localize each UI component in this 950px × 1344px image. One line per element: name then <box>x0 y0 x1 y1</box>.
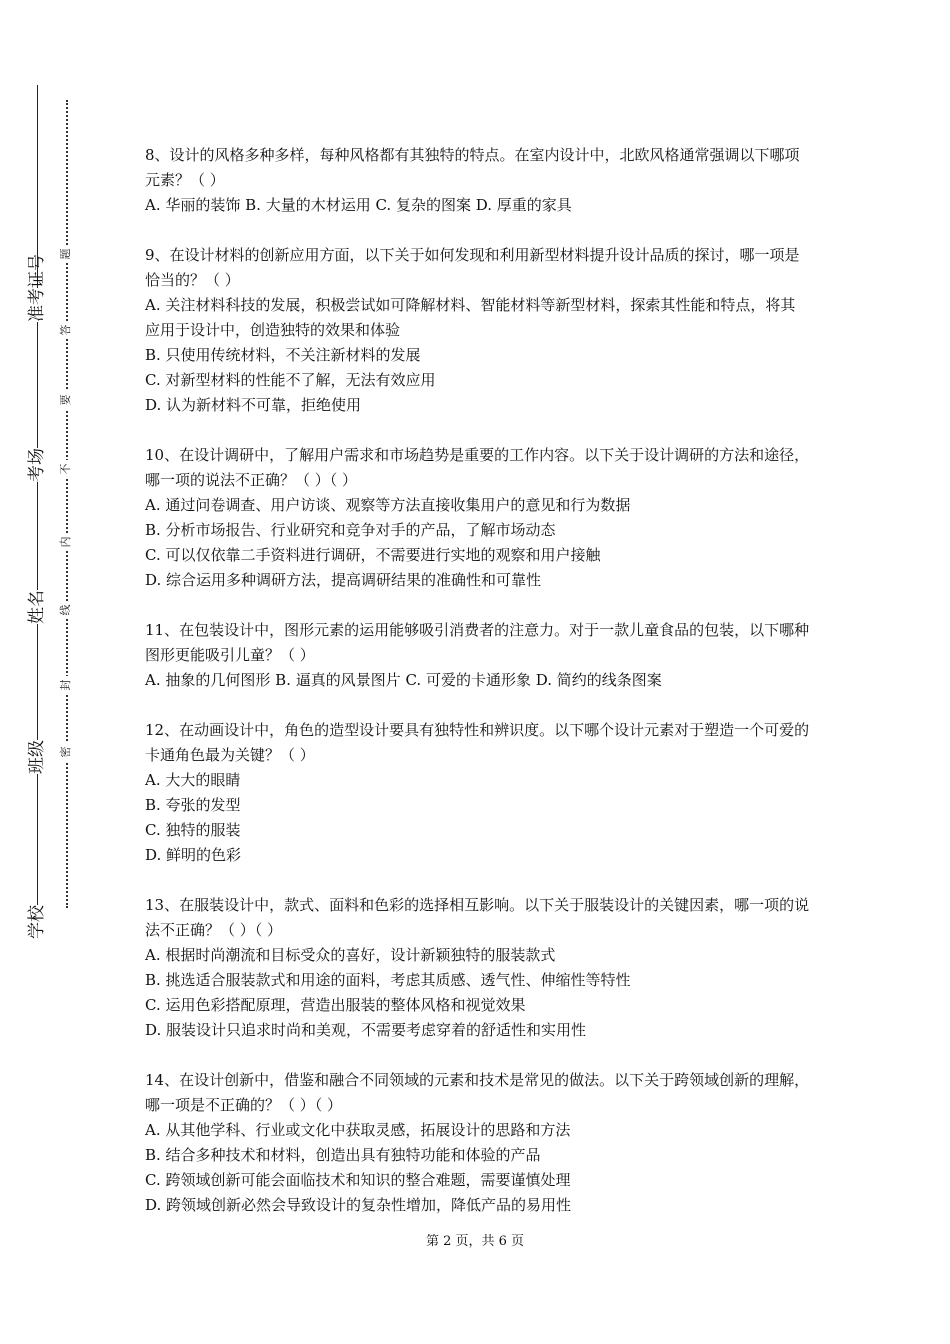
question-option: D. 跨领域创新必然会导致设计的复杂性增加，降低产品的易用性 <box>145 1196 572 1214</box>
binding-dotted-line <box>66 100 68 908</box>
question-stem: 9、在设计材料的创新应用方面，以下关于如何发现和利用新型材料提升设计品质的探讨，哪一项是恰当的？（ ） <box>145 246 800 289</box>
question-option: B. 只使用传统材料，不关注新材料的发展 <box>145 346 421 364</box>
question-option: C. 运用色彩搭配原理，营造出服装的整体风格和视觉效果 <box>145 996 526 1014</box>
question-option: C. 独特的服装 <box>145 821 241 839</box>
question-stem: 8、设计的风格多种多样，每种风格都有其独特的特点。在室内设计中，北欧风格通常强调以下哪项元素？（ ） <box>145 146 800 189</box>
question-block <box>145 443 810 593</box>
question-option: B. 挑选适合服装款式和用途的面料，考虑其质感、透气性、伸缩性等特性 <box>145 971 631 989</box>
binding-margin <box>0 0 110 1344</box>
question-option: C. 可以仅依靠二手资料进行调研，不需要进行实地的观察和用户接触 <box>145 546 601 564</box>
seal-line-char: 线 <box>59 601 73 619</box>
class-label: 班级 <box>20 740 54 774</box>
seal-line-char: 密 <box>59 743 73 761</box>
seal-line-char: 不 <box>59 460 73 478</box>
question-block <box>145 618 810 693</box>
school-label: 学校 <box>20 905 54 939</box>
question-option: D. 综合运用多种调研方法，提高调研结果的准确性和可靠性 <box>145 571 542 589</box>
binding-solid-line <box>37 85 38 915</box>
exam-number-label: 准考证号 <box>20 288 54 322</box>
seal-line-char: 题 <box>59 245 73 263</box>
exam-room-label: 考场 <box>20 448 54 482</box>
question-option: A. 从其他学科、行业或文化中获取灵感，拓展设计的思路和方法 <box>145 1121 571 1139</box>
question-option: A. 关注材料科技的发展，积极尝试如可降解材料、智能材料等新型材料，探索其性能和特点，将其应用于设计中，创造独特的效果和体验 <box>145 296 796 339</box>
question-block <box>145 718 810 868</box>
question-option: A. 根据时尚潮流和目标受众的喜好，设计新颖独特的服装款式 <box>145 946 556 964</box>
question-stem: 12、在动画设计中，角色的造型设计要具有独特性和辨识度。以下哪个设计元素对于塑造一个可爱的卡通角色最为关键？（ ） <box>145 721 810 764</box>
question-option: D. 认为新材料不可靠，拒绝使用 <box>145 396 362 414</box>
seal-line-char: 内 <box>59 533 73 551</box>
question-option: A. 通过问卷调查、用户访谈、观察等方法直接收集用户的意见和行为数据 <box>145 496 631 514</box>
question-stem: 13、在服装设计中，款式、面料和色彩的选择相互影响。以下关于服装设计的关键因素，哪一项的说法不正确？（ ）（ ） <box>145 896 810 939</box>
question-stem: 14、在设计创新中，借鉴和融合不同领域的元素和技术是常见的做法。以下关于跨领域创新的理解，哪一项是不正确的？（ ）（ ） <box>145 1071 810 1114</box>
question-option: B. 分析市场报告、行业研究和竞争对手的产品，了解市场动态 <box>145 521 556 539</box>
question-options-inline: A. 华丽的装饰 B. 大量的木材运用 C. 复杂的图案 D. 厚重的家具 <box>145 196 572 214</box>
question-block <box>145 1068 810 1218</box>
name-label: 姓名 <box>20 590 54 624</box>
question-stem: 11、在包装设计中，图形元素的运用能够吸引消费者的注意力。对于一款儿童食品的包装，以下哪种图形更能吸引儿童？（ ） <box>145 621 810 664</box>
seal-line-char: 答 <box>59 321 73 339</box>
question-option: A. 大大的眼睛 <box>145 771 241 789</box>
question-option: C. 对新型材料的性能不了解，无法有效应用 <box>145 371 436 389</box>
question-stem: 10、在设计调研中，了解用户需求和市场趋势是重要的工作内容。以下关于设计调研的方法和途径，哪一项的说法不正确？（ ）（ ） <box>145 446 810 489</box>
question-option: B. 结合多种技术和材料，创造出具有独特功能和体验的产品 <box>145 1146 541 1164</box>
page-footer <box>0 1230 950 1249</box>
seal-line-char: 封 <box>59 676 73 694</box>
question-option: B. 夸张的发型 <box>145 796 241 814</box>
question-option: D. 服装设计只追求时尚和美观，不需要考虑穿着的舒适性和实用性 <box>145 1021 587 1039</box>
question-option: D. 鲜明的色彩 <box>145 846 242 864</box>
question-block <box>145 243 810 418</box>
seal-line-char: 要 <box>59 391 73 409</box>
page-number: 第 2 页，共 6 页 <box>425 1234 525 1249</box>
question-options-inline: A. 抽象的几何图形 B. 逼真的风景图片 C. 可爱的卡通形象 D. 简约的线条图案 <box>145 671 662 689</box>
question-option: C. 跨领域创新可能会面临技术和知识的整合难题，需要谨慎处理 <box>145 1171 571 1189</box>
question-block <box>145 893 810 1043</box>
question-block <box>145 143 810 218</box>
question-list <box>145 143 810 1243</box>
